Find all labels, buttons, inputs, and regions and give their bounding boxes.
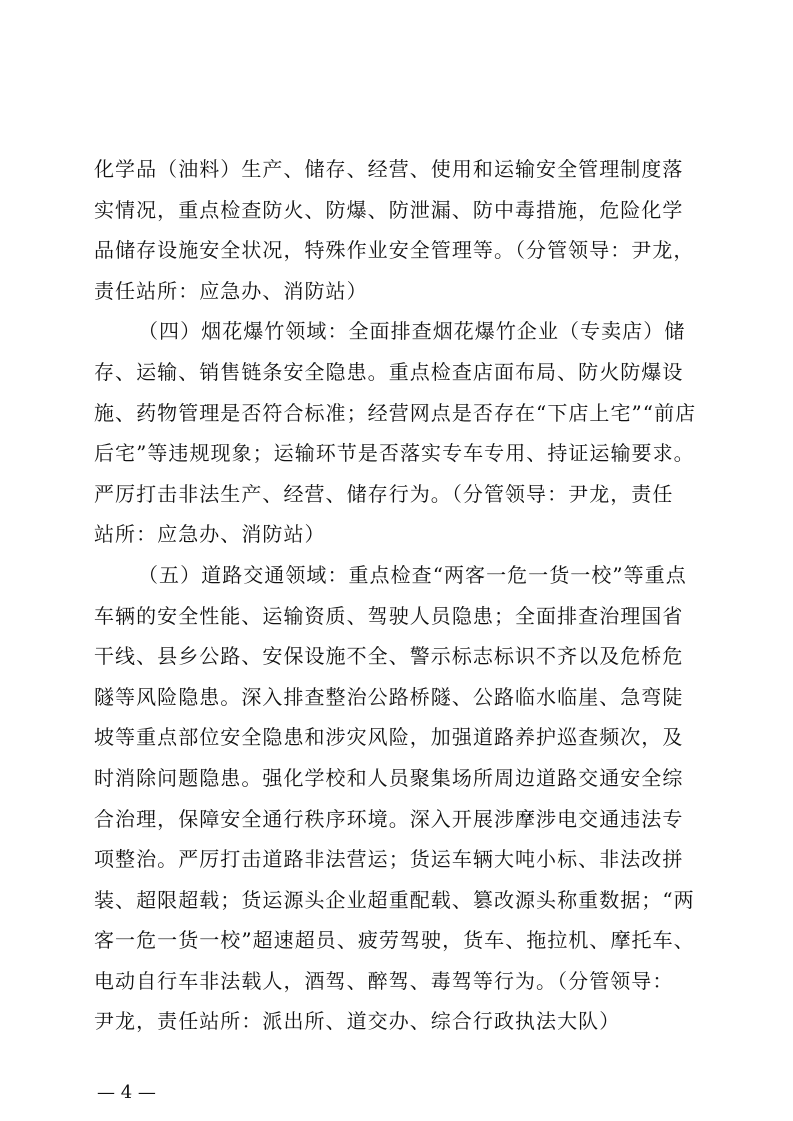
text-line: 合治理，保障安全通行秩序环境。深入开展涉摩涉电交通违法专: [94, 806, 684, 831]
text-line: 站所：应急办、消防站）: [94, 522, 326, 547]
text-line: 干线、县乡公路、安保设施不全、警示标志标识不齐以及危桥危: [94, 644, 684, 669]
page-number: — 4 —: [97, 1082, 156, 1103]
section-heading-line: （五）道路交通领域：重点检查“两客一危一货一校”等重点: [138, 562, 687, 587]
text-line: 实情况，重点检查防火、防爆、防泄漏、防中毒措施，危险化学: [94, 197, 684, 222]
text-line: 坡等重点部位安全隐患和涉灾风险，加强道路养护巡查频次，及: [94, 725, 684, 750]
text-line: 装、超限超载；货运源头企业超重配载、篡改源头称重数据；“两: [94, 887, 695, 912]
text-line: 隧等风险隐患。深入排查整治公路桥隧、公路临水临崖、急弯陡: [94, 684, 684, 709]
text-line: 尹龙，责任站所：派出所、道交办、综合行政执法大队）: [94, 1009, 621, 1034]
text-line: 施、药物管理是否符合标准；经营网点是否存在“下店上宅”“前店: [94, 400, 697, 425]
body-text: [94, 149, 700, 1042]
text-line: 时消除问题隐患。强化学校和人员聚集场所周边道路交通安全综: [94, 765, 684, 790]
text-line: 品储存设施安全状况，特殊作业安全管理等。（分管领导：尹龙，: [94, 238, 695, 263]
text-line: 车辆的安全性能、运输资质、驾驶人员隐患；全面排查治理国省: [94, 603, 684, 628]
text-line: 客一危一货一校”超速超员、疲劳驾驶，货车、拖拉机、摩托车、: [94, 928, 695, 953]
text-line: 存、运输、销售链条安全隐患。重点检查店面布局、防火防爆设: [94, 359, 684, 384]
text-line: 严厉打击非法生产、经营、储存行为。（分管领导：尹龙，责任: [94, 481, 674, 506]
section-heading-line: （四）烟花爆竹领域：全面排查烟花爆竹企业（专卖店）储: [138, 319, 686, 344]
text-line: 化学品（油料）生产、储存、经营、使用和运输安全管理制度落: [94, 157, 684, 181]
text-line: 后宅”等违规现象；运输环节是否落实专车专用、持证运输要求。: [94, 441, 695, 466]
text-line: 项整治。严厉打击道路非法营运；货运车辆大吨小标、非法改拼: [94, 847, 684, 872]
text-line: 责任站所：应急办、消防站）: [94, 278, 368, 303]
text-line: 电动自行车非法载人，酒驾、醉驾、毒驾等行为。（分管领导：: [94, 968, 674, 993]
